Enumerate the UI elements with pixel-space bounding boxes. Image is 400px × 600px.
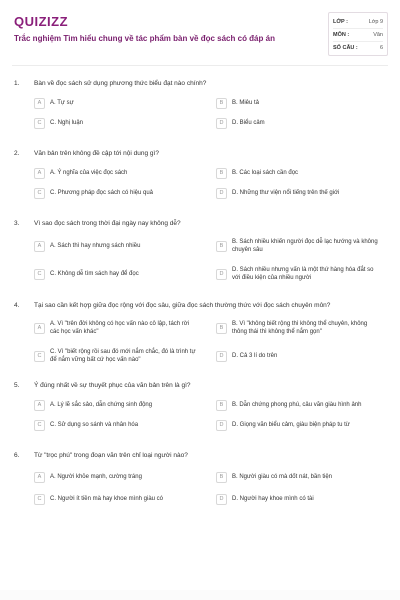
option-text: B. Sách nhiều khiến người đọc dễ lạc hướng và không chuyên sâu — [232, 239, 378, 253]
option-b[interactable] — [216, 318, 382, 338]
question-prompt: Bàn về đọc sách sử dụng phương thức biểu đạt nào chính? — [34, 80, 207, 87]
option-letter: A — [34, 168, 45, 179]
option-text: D. Biểu cảm — [232, 120, 265, 126]
option-c[interactable] — [34, 264, 200, 284]
question-text — [14, 220, 386, 227]
question-text — [14, 302, 386, 309]
question-3 — [14, 220, 386, 281]
question-text — [14, 150, 386, 157]
option-b[interactable] — [216, 166, 382, 180]
meta-box — [328, 12, 388, 56]
option-text: A. Sách thì hay nhưng sách nhiều — [50, 243, 141, 249]
question-prompt: Văn bản trên không đề cập tới nội dung gì? — [34, 150, 159, 157]
question-prompt: Từ "trọc phú" trong đoạn văn trên chỉ loại người nào? — [34, 452, 188, 459]
meta-row-class — [333, 16, 383, 29]
option-text: A. Tự sự — [50, 100, 74, 106]
option-d[interactable] — [216, 418, 382, 432]
option-letter: B — [216, 472, 227, 483]
option-letter: C — [34, 118, 45, 129]
option-b[interactable] — [216, 236, 382, 256]
option-text: A. Người khỏe mạnh, cường tráng — [50, 474, 142, 480]
option-text: A. Ý nghĩa của việc đọc sách — [50, 170, 128, 176]
option-c[interactable] — [34, 186, 200, 200]
question-number: 3. — [14, 220, 20, 227]
option-b[interactable] — [216, 398, 382, 412]
option-text: A. Lý lẽ sắc sảo, dẫn chứng sinh động — [50, 402, 153, 408]
option-c[interactable] — [34, 492, 200, 506]
option-letter: B — [216, 400, 227, 411]
option-text: A. Vì "trên đời không có học vấn nào cô lập, tách rời các học vấn khác" — [50, 321, 190, 335]
option-letter: B — [216, 323, 227, 334]
option-d[interactable] — [216, 492, 382, 506]
option-a[interactable] — [34, 166, 200, 180]
question-text — [14, 382, 386, 389]
option-d[interactable] — [216, 116, 382, 130]
option-letter: A — [34, 472, 45, 483]
question-prompt: Vì sao đọc sách trong thời đại ngày nay không dễ? — [34, 220, 181, 227]
option-a[interactable] — [34, 236, 200, 256]
option-text: B. Người giàu có mà dốt nát, bần tiện — [232, 474, 333, 480]
option-text: D. Giọng văn biểu cảm, giàu biện pháp tu từ — [232, 422, 350, 428]
question-text — [14, 452, 386, 459]
worksheet-title: Trắc nghiệm Tìm hiểu chung về tác phẩm bàn về đọc sách có đáp án — [14, 34, 275, 43]
option-text: D. Người hay khoe mình có tài — [232, 496, 314, 502]
option-a[interactable] — [34, 470, 200, 484]
option-letter: C — [34, 494, 45, 505]
option-b[interactable] — [216, 470, 382, 484]
question-6 — [14, 452, 386, 502]
option-letter: C — [34, 269, 45, 280]
question-prompt: Tại sao cần kết hợp giữa đọc rộng với đọc sâu, giữa đọc sách thường thức với đọc sách chuyên môn? — [34, 302, 331, 309]
option-text: D. Sách nhiều nhưng vấn là một thứ hàng hóa đắt so với điều kiện của nhiều người — [232, 267, 374, 281]
option-letter: C — [34, 188, 45, 199]
question-1 — [14, 80, 386, 126]
meta-value: 6 — [379, 45, 383, 51]
question-number: 2. — [14, 150, 20, 157]
question-number: 4. — [14, 302, 20, 309]
meta-key: MÔN : — [333, 32, 350, 38]
meta-row-count — [333, 42, 383, 54]
header-divider — [12, 65, 388, 66]
meta-value: Lớp 9 — [368, 19, 383, 25]
option-letter: B — [216, 168, 227, 179]
option-a[interactable] — [34, 398, 200, 412]
option-letter: C — [34, 351, 45, 362]
option-d[interactable] — [216, 346, 382, 366]
question-number: 5. — [14, 382, 20, 389]
option-text: C. Vì "biết rộng rồi sau đó mới nắm chắc, đó là trình tự để nắm vững bất cứ học vấn nào" — [50, 349, 196, 363]
option-letter: A — [34, 98, 45, 109]
option-letter: D — [216, 269, 227, 280]
option-b[interactable] — [216, 96, 382, 110]
option-text: C. Phương pháp đọc sách có hiệu quả — [50, 190, 154, 196]
option-letter: A — [34, 241, 45, 252]
question-2 — [14, 150, 386, 196]
question-4 — [14, 302, 386, 363]
option-d[interactable] — [216, 186, 382, 200]
option-letter: D — [216, 494, 227, 505]
question-number: 1. — [14, 80, 20, 87]
option-text: B. Các loại sách cần đọc — [232, 170, 299, 176]
question-text — [14, 80, 386, 87]
option-text: B. Miêu tả — [232, 100, 260, 106]
option-text: C. Sử dụng so sánh và nhân hóa — [50, 422, 139, 428]
option-letter: A — [34, 400, 45, 411]
option-text: D. Cả 3 lí do trên — [232, 353, 278, 359]
option-letter: D — [216, 351, 227, 362]
question-5 — [14, 382, 386, 428]
option-a[interactable] — [34, 96, 200, 110]
option-c[interactable] — [34, 418, 200, 432]
question-number: 6. — [14, 452, 20, 459]
meta-key: LỚP : — [333, 19, 348, 25]
meta-value: Văn — [373, 32, 383, 38]
meta-key: SỐ CÂU : — [333, 45, 358, 51]
option-c[interactable] — [34, 116, 200, 130]
option-c[interactable] — [34, 346, 200, 366]
option-text: B. Vì "không biết rộng thì không thể chuyên, không thông thái thì không thể nắm gọn" — [232, 321, 368, 335]
option-text: C. Không dễ tìm sách hay để đọc — [50, 271, 139, 277]
option-letter: A — [34, 323, 45, 334]
option-letter: B — [216, 98, 227, 109]
option-text: C. Nghị luận — [50, 120, 84, 126]
option-letter: D — [216, 420, 227, 431]
option-letter: B — [216, 241, 227, 252]
quizizz-logo: QUIZIZZ — [14, 14, 69, 29]
page-footer — [0, 590, 400, 600]
option-a[interactable] — [34, 318, 200, 338]
option-text: D. Những thư viện nổi tiếng trên thế giới — [232, 190, 340, 196]
option-d[interactable] — [216, 264, 382, 284]
option-text: C. Người ít tiền mà hay khoe mình giàu có — [50, 496, 164, 502]
option-letter: D — [216, 188, 227, 199]
option-text: B. Dẫn chứng phong phú, câu văn giàu hình ảnh — [232, 402, 362, 408]
option-letter: C — [34, 420, 45, 431]
question-prompt: Ý đúng nhất về sự thuyết phục của văn bản trên là gì? — [34, 382, 191, 389]
option-letter: D — [216, 118, 227, 129]
meta-row-subject — [333, 29, 383, 42]
